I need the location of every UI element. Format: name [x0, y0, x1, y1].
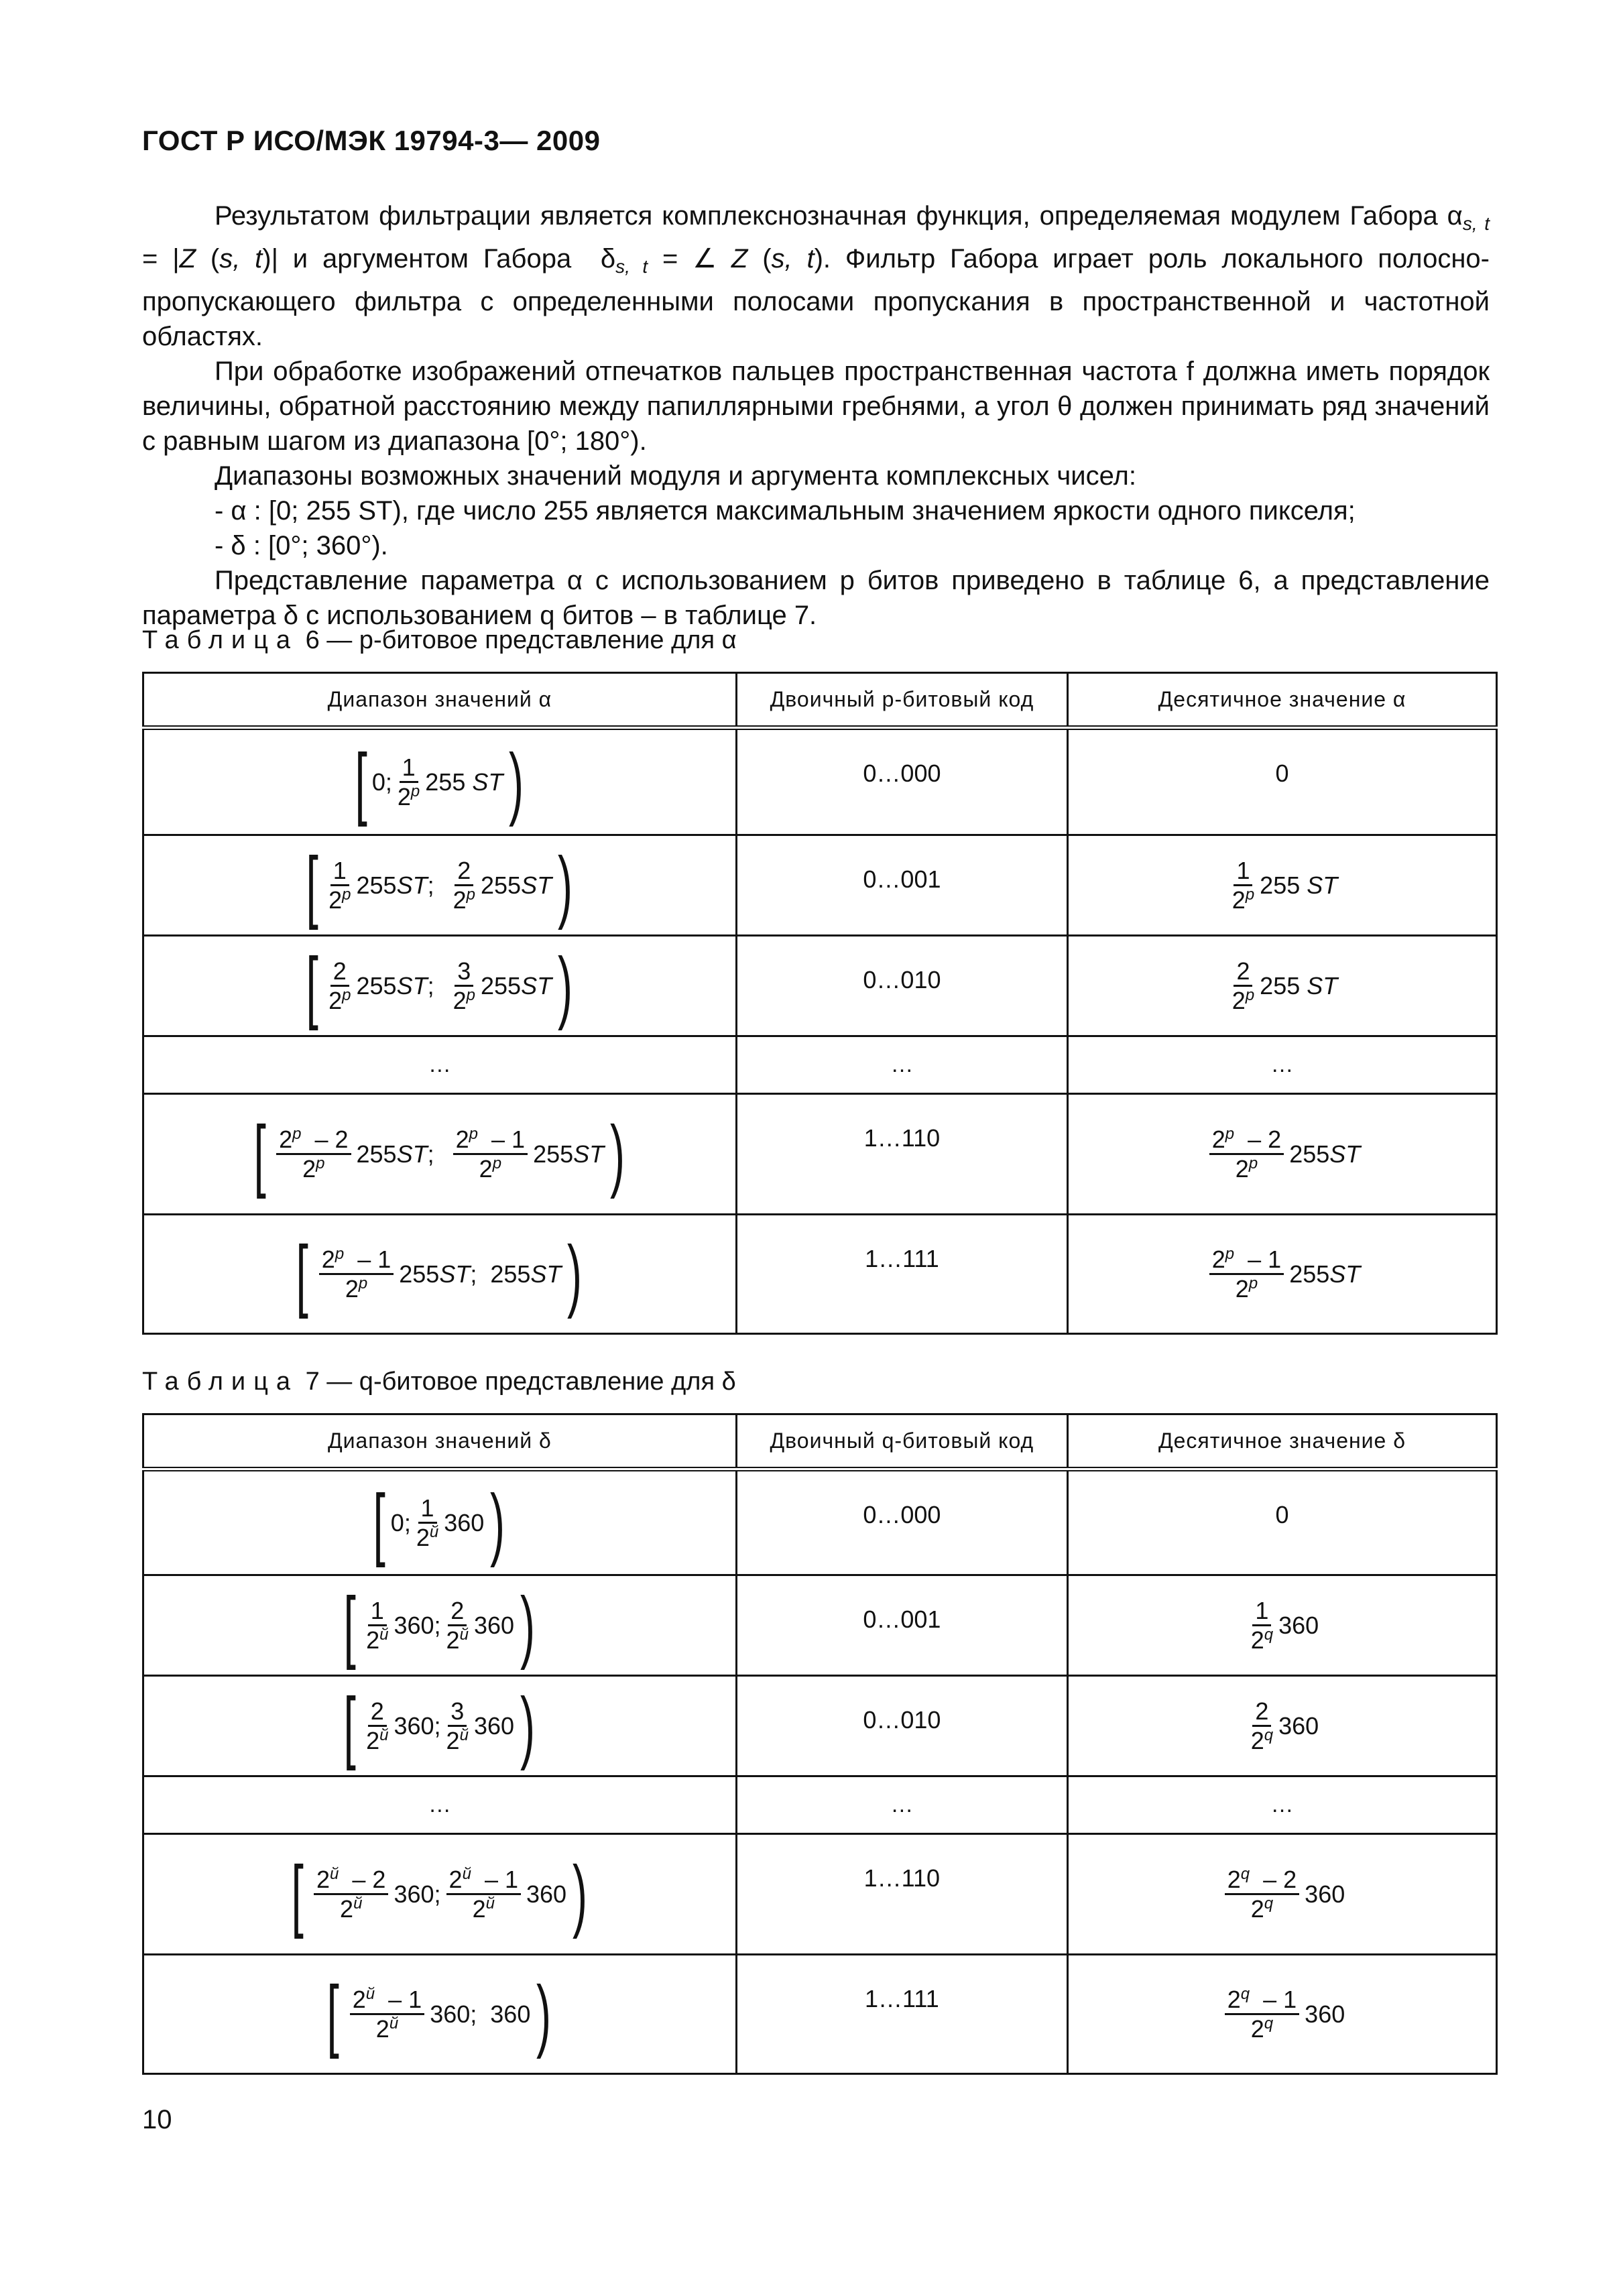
paragraph-1-c: . Фильтр Габора играет роль локального полосно-пропускающего фильтра с определенными полосами пропускания в пространственной и частотной областях.	[142, 244, 1490, 351]
table-header: Диапазон значений α	[143, 673, 737, 728]
range-cell: [ 0; $\frac{1}{2^p}$ 255 ST )	[143, 728, 737, 835]
value-cell: $\frac{1}{2^q}$ 360	[1067, 1575, 1496, 1676]
table-row	[143, 1834, 1497, 1955]
paragraph-1-a: Результатом фильтрации является комплекснозначная функция, определяемая модулем Габора	[215, 201, 1438, 231]
code-cell: 0…000	[736, 1469, 1067, 1575]
table-row	[143, 1215, 1497, 1334]
value-cell: 0	[1067, 1469, 1496, 1575]
range-cell: [ $\frac{2^p - 2}{2^p}$ 255 ST ; $\frac{2^p - 1}{2^p}$ 255 ST )	[143, 1094, 737, 1215]
range-cell: [ $\frac{2^й - 2}{2^й}$ 360; $\frac{2^й - 1}{2^й}$ 360 )	[143, 1834, 737, 1955]
table-header: Диапазон значений δ	[143, 1414, 737, 1469]
code-cell: 0…001	[736, 1575, 1067, 1676]
code-cell: 1…111	[736, 1215, 1067, 1334]
table-row	[143, 1036, 1497, 1094]
table-header: Двоичный p-битовый код	[736, 673, 1067, 728]
ellipsis-cell: …	[1068, 1036, 1497, 1094]
table-6-caption	[142, 626, 737, 655]
range-cell: [ $\frac{2}{2^й}$ 360; $\frac{3}{2^й}$ 360 )	[143, 1676, 737, 1776]
value-cell: $\frac{2^p - 2}{2^p}$ 255 ST	[1068, 1094, 1497, 1215]
table-row	[143, 728, 1497, 835]
value-cell: $\frac{2^q - 1}{2^q}$ 360	[1067, 1955, 1496, 2074]
table-row	[143, 1676, 1497, 1776]
code-cell: 1…110	[736, 1094, 1067, 1215]
value-cell: $\frac{2}{2^p}$ 255 ST	[1068, 936, 1497, 1036]
table-header: Десятичное значение α	[1068, 673, 1497, 728]
table-6	[142, 672, 1498, 1335]
value-cell: 0	[1068, 728, 1497, 835]
code-cell: …	[736, 1036, 1067, 1094]
table-row	[143, 936, 1497, 1036]
value-cell: $\frac{2^p - 1}{2^p}$ 255 ST	[1068, 1215, 1497, 1334]
caption-prefix: Таблица	[142, 626, 298, 654]
code-cell: 0…000	[736, 728, 1067, 835]
range-cell: [ $\frac{1}{2^p}$ 255 ST ; $\frac{2}{2^p}$ 255 ST )	[143, 835, 737, 936]
range-cell: [ $\frac{2^p - 1}{2^p}$ 255 ST ; 255 ST )	[143, 1215, 737, 1334]
code-cell: 0…010	[736, 936, 1067, 1036]
paragraph-2: При обработке изображений отпечатков пальцев пространственная частота f должна иметь порядок величины, обратной расстоянию между папиллярными гребнями, а угол θ должен принимать ряд значений с равным шагом из диапазона [0°; 180°).	[142, 357, 1490, 456]
code-cell: 1…110	[736, 1834, 1067, 1955]
paragraph-4: Представление параметра α с использованием p битов приведено в таблице 6, а представление параметра δ с использованием q битов – в таблице 7.	[142, 566, 1490, 630]
caption-text: 6 — p-битовое представление для α	[305, 626, 737, 654]
table-7-caption	[142, 1368, 736, 1396]
value-cell: $\frac{2^q - 2}{2^q}$ 360	[1067, 1834, 1496, 1955]
value-cell: $\frac{2}{2^q}$ 360	[1067, 1676, 1496, 1776]
paragraph-1-b: и аргументом Габора	[292, 244, 572, 274]
paragraph-3: Диапазоны возможных значений модуля и аргумента комплексных чисел:	[215, 461, 1136, 491]
caption-prefix: Таблица	[142, 1368, 298, 1396]
code-cell: 1…111	[736, 1955, 1067, 2074]
table-header: Десятичное значение δ	[1067, 1414, 1496, 1469]
body-text	[142, 198, 1490, 633]
range-cell: [ $\frac{2}{2^p}$ 255 ST ; $\frac{3}{2^p}$ 255 ST )	[143, 936, 737, 1036]
value-cell: $\frac{1}{2^p}$ 255 ST	[1068, 835, 1497, 936]
ellipsis-cell: …	[143, 1776, 737, 1834]
paragraph-1: Результатом фильтрации является комплекснозначная функция, определяемая модулем Габора $\alpha_{s, t} = |Z$ (s, t)| и аргументом Габора $\delta_{s, t}$ = ∠ Z (s, t). Фильтр Габора играет роль локального полосно-пропускающего фильтра с определенными полосами пропускания в пространственной и частотной областях.	[142, 201, 1490, 351]
page-number: 10	[142, 2105, 172, 2134]
ellipsis-cell: …	[1067, 1776, 1496, 1834]
caption-text: 7 — q-битовое представление для δ	[305, 1368, 736, 1396]
list-item-alpha: - α : [0; 255 ST), где число 255 является максимальным значением яркости одного пикселя;	[215, 496, 1356, 526]
table-row	[143, 1776, 1497, 1834]
table-row	[143, 835, 1497, 936]
range-cell: [ $\frac{2^й - 1}{2^й}$ 360; 360 )	[143, 1955, 737, 2074]
list-item-delta: - δ : [0°; 360°).	[215, 531, 388, 560]
ellipsis-cell: …	[143, 1036, 737, 1094]
range-cell: [ 0; $\frac{1}{2^й}$ 360 )	[143, 1469, 737, 1575]
table-header: Двоичный q-битовый код	[736, 1414, 1067, 1469]
table-row	[143, 1469, 1497, 1575]
table-row	[143, 1955, 1497, 2074]
code-cell: 0…001	[736, 835, 1067, 936]
table-7	[142, 1413, 1498, 2075]
document-header: ГОСТ Р ИСО/МЭК 19794-3— 2009	[142, 125, 601, 156]
range-cell: [ $\frac{1}{2^й}$ 360; $\frac{2}{2^й}$ 360 )	[143, 1575, 737, 1676]
code-cell: 0…010	[736, 1676, 1067, 1776]
table-row	[143, 1575, 1497, 1676]
table-row	[143, 1094, 1497, 1215]
code-cell: …	[736, 1776, 1067, 1834]
